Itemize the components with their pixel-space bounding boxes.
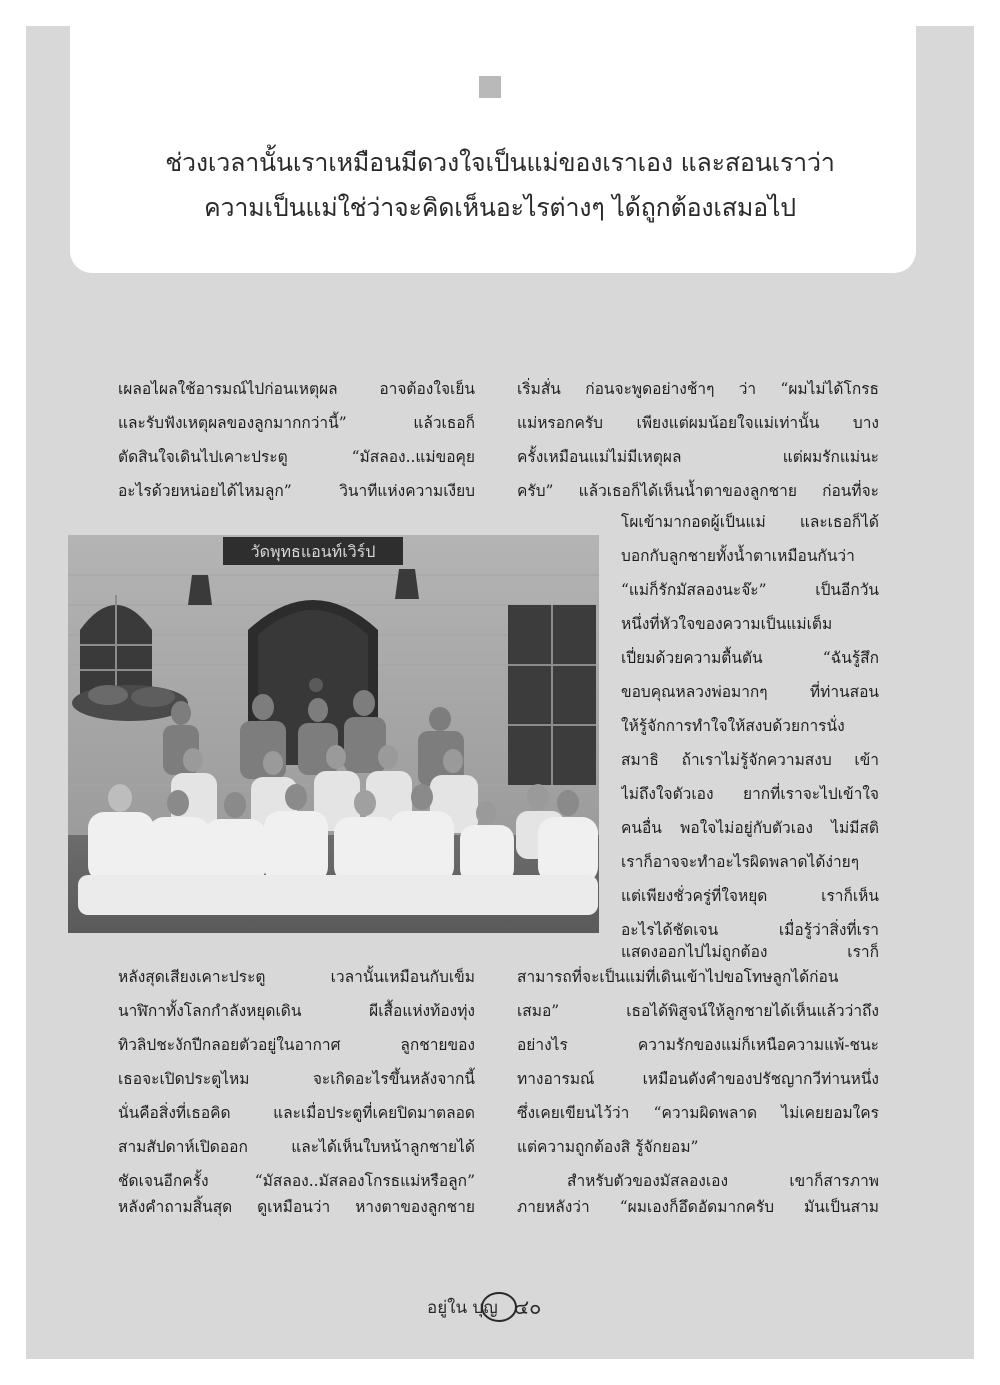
text-line: ตัดสินใจเดินไปเคาะประตู “มัสลอง..แม่ขอคุย bbox=[118, 448, 475, 466]
text-line: ให้รู้จักการทำใจให้สงบด้วยการนั่ง bbox=[621, 717, 845, 735]
text-line: อะไรได้ชัดเจน เมื่อรู้ว่าสิ่งที่เรา bbox=[621, 921, 879, 939]
text-line: อย่างไร ความรักของแม่ก็เหนือความแพ้-ชนะ bbox=[517, 1036, 879, 1054]
text-line: ขอบคุณหลวงพ่อมากๆ ที่ท่านสอน bbox=[621, 683, 879, 701]
text-line: ภายหลังว่า “ผมเองก็อึดอัดมากครับ มันเป็นสาม bbox=[517, 1198, 879, 1216]
text-line: แต่ความถูกต้องสิ รู้จักยอม” bbox=[517, 1138, 699, 1156]
text-line: แสดงออกไปไม่ถูกต้อง เราก็ bbox=[621, 943, 879, 961]
text-line: ซึ่งเคยเขียนไว้ว่า “ความผิดพลาด ไม่เคยยอมใคร bbox=[517, 1104, 879, 1122]
text-line: แต่เพียงชั่วครู่ที่ใจหยุด เราก็เห็น bbox=[621, 887, 879, 905]
text-line: สำหรับตัวของมัสลองเอง เขาก็สารภาพ bbox=[567, 1172, 879, 1190]
text-line: หลังสุดเสียงเคาะประตู เวลานั้นเหมือนกับเข็ม bbox=[118, 968, 475, 986]
section-marker-square bbox=[479, 76, 501, 98]
text-line: คนอื่น พอใจไม่อยู่กับตัวเอง ไม่มีสติ bbox=[621, 819, 879, 837]
text-line: เผลอไผลใช้อารมณ์ไปก่อนเหตุผล อาจต้องใจเย็น bbox=[118, 380, 475, 398]
text-line: ชัดเจนอีกครั้ง “มัสลอง..มัสลองโกรธแม่หรือลูก” bbox=[118, 1172, 475, 1190]
photo-sign-text: วัดพุทธแอนท์เวิร์ป bbox=[250, 542, 376, 561]
text-line: เราก็อาจจะทำอะไรผิดพลาดได้ง่ายๆ bbox=[621, 853, 860, 871]
text-line: ครั้งเหมือนแม่ไม่มีเหตุผล แต่ผมรักแม่นะ bbox=[517, 448, 879, 466]
text-line: นาฬิกาทั้งโลกกำลังหยุดเดิน ผีเสื้อแห่งท้องทุ่ง bbox=[118, 1002, 475, 1020]
text-line: สามสัปดาห์เปิดออก และได้เห็นใบหน้าลูกชายได้ bbox=[118, 1138, 475, 1156]
text-line: เสมอ” เธอได้พิสูจน์ให้ลูกชายได้เห็นแล้วว่าถึง bbox=[517, 1002, 879, 1020]
text-line: “แม่ก็รักมัสลองนะจ๊ะ” เป็นอีกวัน bbox=[621, 581, 879, 599]
group-photo bbox=[68, 535, 599, 933]
text-line: เธอจะเปิดประตูไหม จะเกิดอะไรขึ้นหลังจากนี้ bbox=[118, 1070, 475, 1088]
text-line: หลังคำถามสิ้นสุด ดูเหมือนว่า หางตาของลูกชาย bbox=[118, 1198, 475, 1216]
text-line: อะไรด้วยหน่อยได้ไหมลูก” วินาทีแห่งความเงียบ bbox=[118, 482, 475, 500]
text-line: ทิวลิปชะงักปีกลอยตัวอยู่ในอากาศ ลูกชายของ bbox=[118, 1036, 475, 1054]
text-line: ครับ” แล้วเธอก็ได้เห็นน้ำตาของลูกชาย ก่อนที่จะ bbox=[517, 482, 879, 500]
text-line: นั่นคือสิ่งที่เธอคิด และเมื่อประตูที่เคยปิดมาตลอด bbox=[118, 1104, 475, 1122]
text-line: ทางอารมณ์ เหมือนดังคำของปรัชญากวีท่านหนึ่ง bbox=[517, 1070, 879, 1088]
text-line: บอกกับลูกชายทั้งน้ำตาเหมือนกันว่า bbox=[621, 547, 855, 565]
text-line: เปี่ยมด้วยความตื้นตัน “ฉันรู้สึก bbox=[621, 649, 879, 667]
group-photo-illustration bbox=[68, 535, 599, 933]
text-line: สามารถที่จะเป็นแม่ที่เดินเข้าไปขอโทษลูกได้ก่อน bbox=[517, 968, 839, 986]
pull-quote bbox=[120, 140, 880, 230]
text-line: หนึ่งที่หัวใจของความเป็นแม่เต็ม bbox=[621, 615, 833, 633]
text-line: และรับฟังเหตุผลของลูกมากกว่านี้” แล้วเธอก็ bbox=[118, 414, 475, 432]
page-number: ๔๐ bbox=[514, 1295, 542, 1319]
text-line: เริ่มสั่น ก่อนจะพูดอย่างช้าๆ ว่า “ผมไม่ได้โกรธ bbox=[517, 380, 879, 398]
text-line: โผเข้ามากอดผู้เป็นแม่ และเธอก็ได้ bbox=[621, 513, 879, 531]
text-line: สมาธิ ถ้าเราไม่รู้จักความสงบ เข้า bbox=[621, 751, 879, 769]
text-line: แม่หรอกครับ เพียงแต่ผมน้อยใจแม่เท่านั้น บาง bbox=[517, 414, 879, 432]
pull-quote-line-1: ช่วงเวลานั้นเราเหมือนมีดวงใจเป็นแม่ของเราเอง และสอนเราว่า bbox=[165, 148, 835, 177]
magazine-logo-text: อยู่ใน บุญ bbox=[427, 1298, 498, 1318]
text-line: ไม่ถึงใจตัวเอง ยากที่เราจะไปเข้าใจ bbox=[621, 785, 879, 803]
pull-quote-line-2: ความเป็นแม่ใช่ว่าจะคิดเห็นอะไรต่างๆ ได้ถูกต้องเสมอไป bbox=[204, 193, 796, 222]
page-footer bbox=[425, 1287, 595, 1327]
